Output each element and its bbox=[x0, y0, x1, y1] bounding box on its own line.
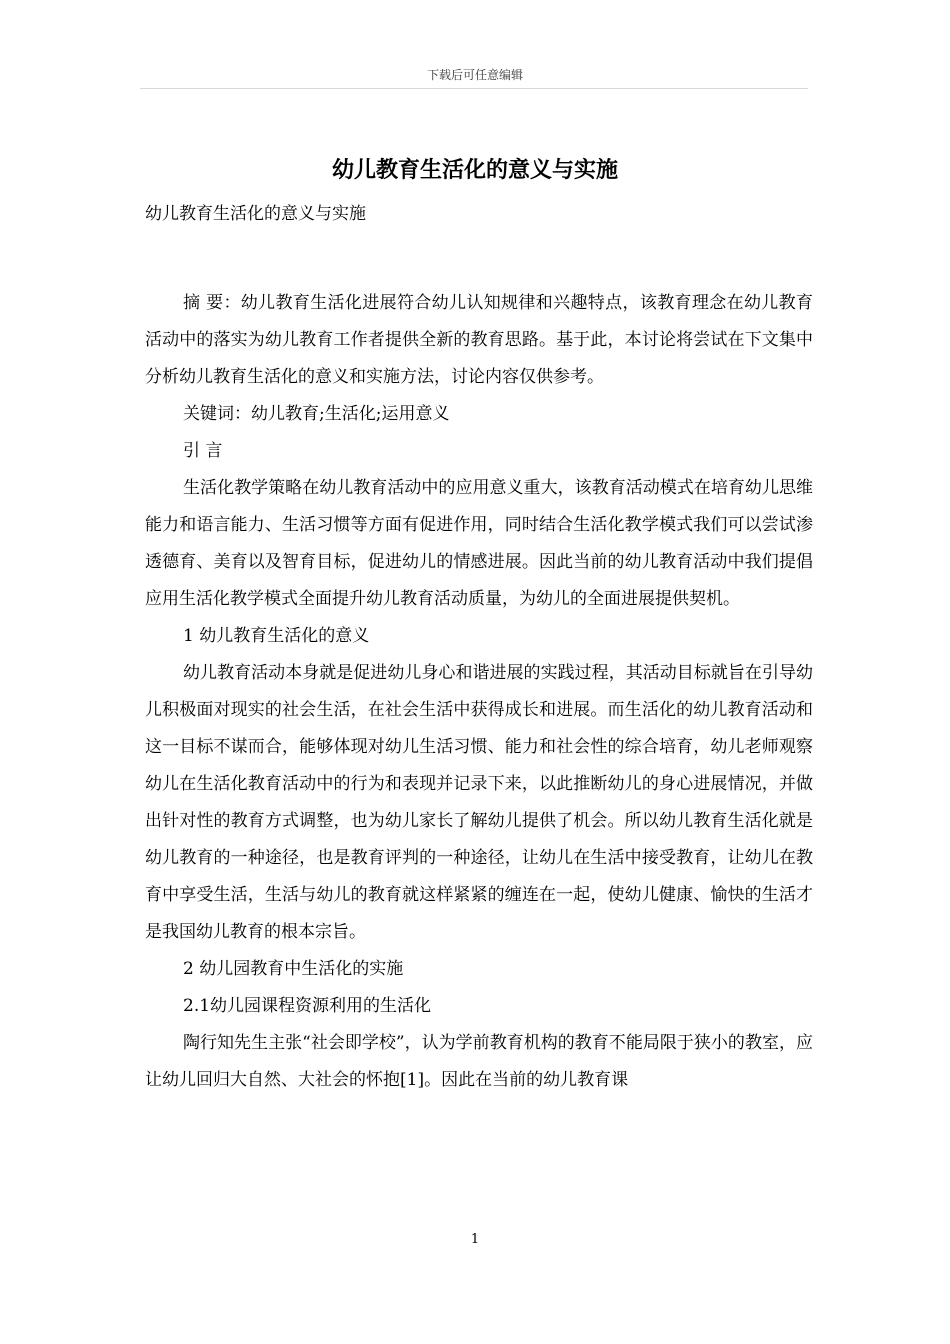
page-number: 1 bbox=[470, 1232, 480, 1247]
section2-heading: 2 幼儿园教育中生活化的实施 bbox=[183, 959, 404, 979]
abstract-paragraph: 摘 要：幼儿教育生活化进展符合幼儿认知规律和兴趣特点，该教育理念在幼儿教育活动中的落实为幼儿教育工作者提供全新的教育思路。基于此，本讨论将尝试在下文集中分析幼儿教育生活化的意义和实施方法，讨论内容仅供参考。 bbox=[145, 293, 813, 387]
section2-1-paragraph: 陶行知先生主张“社会即学校”，认为学前教育机构的教育不能局限于狭小的教室，应让幼儿回归大自然、大社会的怀抱[1]。因此在当前的幼儿教育课 bbox=[145, 1033, 813, 1090]
document-body bbox=[145, 196, 813, 1099]
intro-heading: 引 言 bbox=[183, 441, 223, 461]
document-subtitle: 幼儿教育生活化的意义与实施 bbox=[145, 204, 366, 224]
header-divider bbox=[140, 88, 808, 89]
document-title: 幼儿教育生活化的意义与实施 bbox=[331, 157, 618, 183]
keywords-line: 关键词：幼儿教育;生活化;运用意义 bbox=[183, 404, 450, 424]
section1-heading: 1 幼儿教育生活化的意义 bbox=[183, 626, 370, 646]
intro-paragraph: 生活化教学策略在幼儿教育活动中的应用意义重大，该教育活动模式在培育幼儿思维能力和语言能力、生活习惯等方面有促进作用，同时结合生活化教学模式我们可以尝试渗透德育、美育以及智育目标，促进幼儿的情感进展。因此当前的幼儿教育活动中我们提倡应用生活化教学模式全面提升幼儿教育活动质量，为幼儿的全面进展提供契机。 bbox=[145, 478, 813, 609]
section1-paragraph: 幼儿教育活动本身就是促进幼儿身心和谐进展的实践过程，其活动目标就旨在引导幼儿积极面对现实的社会生活，在社会生活中获得成长和进展。而生活化的幼儿教育活动和这一目标不谋而合，能够体现对幼儿生活习惯、能力和社会性的综合培育，幼儿老师观察幼儿在生活化教育活动中的行为和表现并记录下来，以此推断幼儿的身心进展情况，并做出针对性的教育方式调整，也为幼儿家长了解幼儿提供了机会。所以幼儿教育生活化就是幼儿教育的一种途径，也是教育评判的一种途径，让幼儿在生活中接受教育，让幼儿在教育中享受生活，生活与幼儿的教育就这样紧紧的缠连在一起，使幼儿健康、愉快的生活才是我国幼儿教育的根本宗旨。 bbox=[145, 663, 813, 942]
header-note: 下载后可任意编辑 bbox=[426, 68, 523, 82]
section2-1-heading: 2.1幼儿园课程资源利用的生活化 bbox=[183, 996, 432, 1016]
blank-line bbox=[145, 233, 813, 285]
